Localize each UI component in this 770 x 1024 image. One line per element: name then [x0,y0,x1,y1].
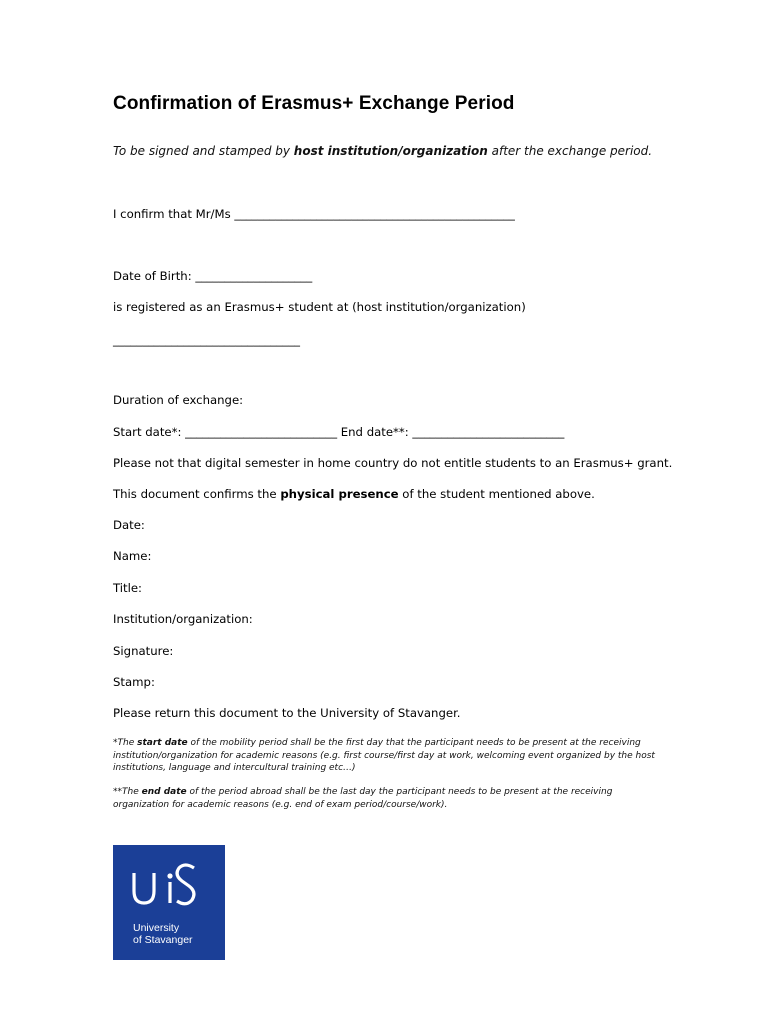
document-subtitle [113,144,652,158]
logo-text [133,922,193,946]
signature-field-label: Signature: [113,644,174,658]
footnote-start-bold: start date [137,738,188,748]
date-field-label: Date: [113,518,145,532]
uis-monogram-icon [113,845,225,920]
logo-line-university: University [133,922,180,934]
presence-bold: physical presence [280,487,399,501]
presence-pre: This document confirms the [113,487,281,501]
name-field-label: Name: [113,549,152,563]
institution-field-label: Institution/organization: [113,612,253,626]
footnote-end-date [113,786,658,811]
registered-line: is registered as an Erasmus+ student at (host institution/organization) [113,300,526,314]
footnote-end-bold: end date [141,787,187,797]
digital-semester-note: Please not that digital semester in home country do not entitle students to an Erasmus+ grant. [113,456,673,470]
document-title: Confirmation of Erasmus+ Exchange Period [113,93,515,114]
institution-blank-line: ________________________________ [113,333,300,347]
return-instruction: Please return this document to the University of Stavanger. [113,706,461,720]
dates-line: Start date*: __________________________ End date**: __________________________ [113,425,565,439]
footnote-start-post: of the mobility period shall be the first day that the participant needs to be present at the receiving institution/organization for academic reasons (e.g. first course/first day at work, welcoming event organized by the host institutions, language and intercultural training etc…) [113,738,655,773]
physical-presence-line [113,487,595,501]
logo-line-stavanger: of Stavanger [133,934,193,946]
confirm-line: I confirm that Mr/Ms ________________________________________________ [113,207,515,221]
footnote-start-pre: *The [113,738,138,748]
footnote-end-pre: **The [113,787,142,797]
subtitle-post: after the exchange period. [487,144,653,158]
footnote-end-post: of the period abroad shall be the last day the participant needs to be present at the receiving organization for academic reasons (e.g. end of exam period/course/work). [113,787,613,810]
stamp-field-label: Stamp: [113,675,155,689]
duration-label: Duration of exchange: [113,393,244,407]
university-logo [113,845,225,960]
subtitle-bold: host institution/organization [293,144,488,158]
subtitle-pre: To be signed and stamped by [113,144,294,158]
presence-post: of the student mentioned above. [398,487,595,501]
dob-line: Date of Birth: ____________________ [113,269,313,283]
footnote-start-date [113,737,658,775]
title-field-label: Title: [113,581,142,595]
